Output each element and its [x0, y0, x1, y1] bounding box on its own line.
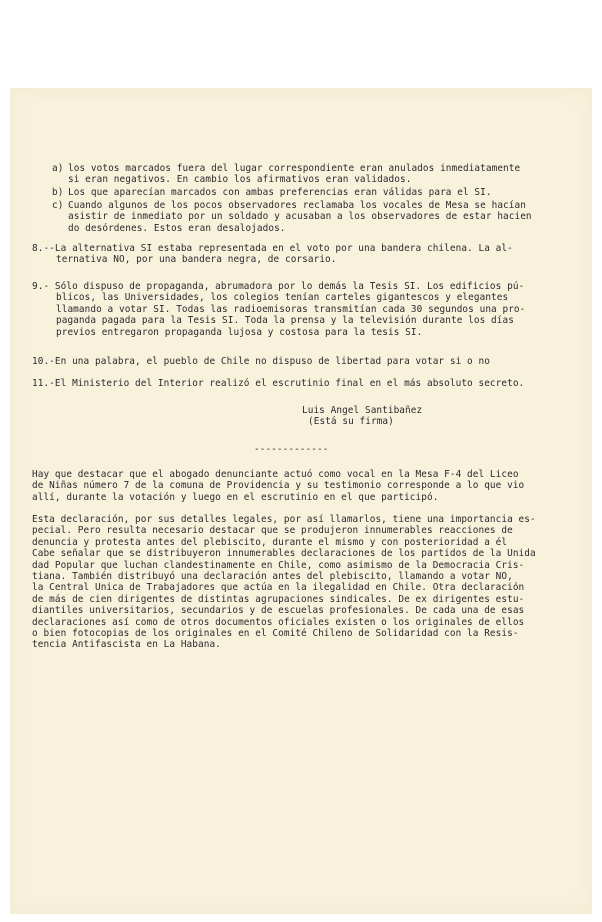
- point-line: llamando a votar SI. Todas las radioemisoras transmitían cada 30 segundos una pro-: [56, 303, 526, 315]
- point-line: paganda pagada para la Tesis SI. Toda la prensa y la televisión durante los días: [56, 315, 514, 327]
- subitem-label: c): [52, 200, 64, 211]
- signature-block: [302, 405, 422, 428]
- point-9: [32, 281, 525, 338]
- paragraph-line: allí, durante la votación y luego en el escrutinio en el que participó.: [32, 491, 439, 503]
- point-line: ternativa NO, por una bandera negra, de corsario.: [56, 254, 337, 266]
- paragraph-line: tencia Antifascista en La Habana.: [32, 639, 221, 651]
- subitem-c: [52, 200, 532, 234]
- point-line: previos entregaron propaganda lujosa y costosa para la tesis SI.: [56, 326, 423, 338]
- paragraph-1: [32, 469, 524, 503]
- subitem-line: si eran negativos. En cambio los afirmativos eran validados.: [68, 174, 412, 186]
- paragraph-line: dad Popular que luchan clandestinamente en Chile, como asimismo de la Democracia Cris-: [32, 559, 525, 571]
- subitem-label: b): [52, 187, 64, 198]
- subitem-line: asistir de inmediato por un soldado y acusaban a los observadores de estar hacien: [68, 211, 532, 223]
- subitem-b: [52, 187, 492, 198]
- paragraph-line: Hay que destacar que el abogado denunciante actuó como vocal en la Mesa F-4 del Liceo: [32, 469, 519, 480]
- paragraph-line: Esta declaración, por sus detalles legales, por así llamarlos, tiene una importancia es-: [32, 514, 536, 525]
- point-8: [32, 243, 513, 266]
- signature-note: (Está su firma): [308, 416, 394, 428]
- point-10: [32, 356, 490, 367]
- subitem-line: los votos marcados fuera del lugar correspondiente eran anulados inmediatamente: [68, 163, 521, 174]
- separator: -------------: [254, 444, 329, 455]
- paragraph-line: tiana. También distribuyó una declaración antes del plebiscito, llamando a votar NO,: [32, 570, 513, 582]
- paragraph-line: denuncia y protesta antes del plebiscito, durante el mismo y con posterioridad a él: [32, 536, 508, 548]
- subitem-line: do desórdenes. Estos eran desalojados.: [68, 222, 286, 234]
- point-line: 8.--La alternativa SI estaba representada en el voto por una bandera chilena. La al-: [32, 243, 513, 254]
- point-line: blicos, las Universidades, los colegios tenían carteles gigantescos y elegantes: [56, 292, 509, 304]
- paragraph-line: declaraciones así como de otros documentos oficiales existen o los originales de ellos: [32, 616, 525, 628]
- subitem-line: Los que aparecían marcados con ambas preferencias eran válidas para el SI.: [68, 187, 492, 198]
- paragraph-line: pecial. Pero resulta necesario destacar que se produjeron innumerables reacciones de: [32, 525, 513, 537]
- subitem-label: a): [52, 163, 64, 174]
- paragraph-line: de Niñas número 7 de la comuna de Providencia y su testimonio corresponde a lo que vio: [32, 480, 525, 492]
- point-11: [32, 378, 524, 389]
- document-page: [10, 88, 592, 914]
- paragraph-2: [32, 514, 536, 651]
- paragraph-line: o bien fotocopias de los originales en el Comité Chileno de Solidaridad con la Resis-: [32, 627, 519, 639]
- signature-name: Luis Angel Santibañez: [302, 405, 423, 416]
- subitem-a: [52, 163, 520, 186]
- paragraph-line: la Central Unica de Trabajadores que actúa en la ilegalidad en Chile. Otra declaración: [32, 582, 525, 594]
- point-line: 9.- Sólo dispuso de propaganda, abrumadora por lo demás la Tesis SI. Los edificios pú-: [32, 281, 525, 292]
- paragraph-line: de más de cien dirigentes de distintas agrupaciones sindicales. De ex dirigentes estu-: [32, 593, 525, 605]
- point-line: 11.-El Ministerio del Interior realizó el escrutinio final en el más absoluto secreto.: [32, 378, 525, 389]
- paragraph-line: diantiles universitarios, secundarios y de escuelas profesionales. De cada una de esas: [32, 605, 525, 617]
- paragraph-line: Cabe señalar que se distribuyeron innumerables declaraciones de los partidos de la Unida: [32, 548, 536, 560]
- point-line: 10.-En una palabra, el pueblo de Chile no dispuso de libertad para votar si o no: [32, 356, 490, 367]
- subitem-line: Cuando algunos de los pocos observadores reclamaba los vocales de Mesa se hacían: [68, 200, 526, 211]
